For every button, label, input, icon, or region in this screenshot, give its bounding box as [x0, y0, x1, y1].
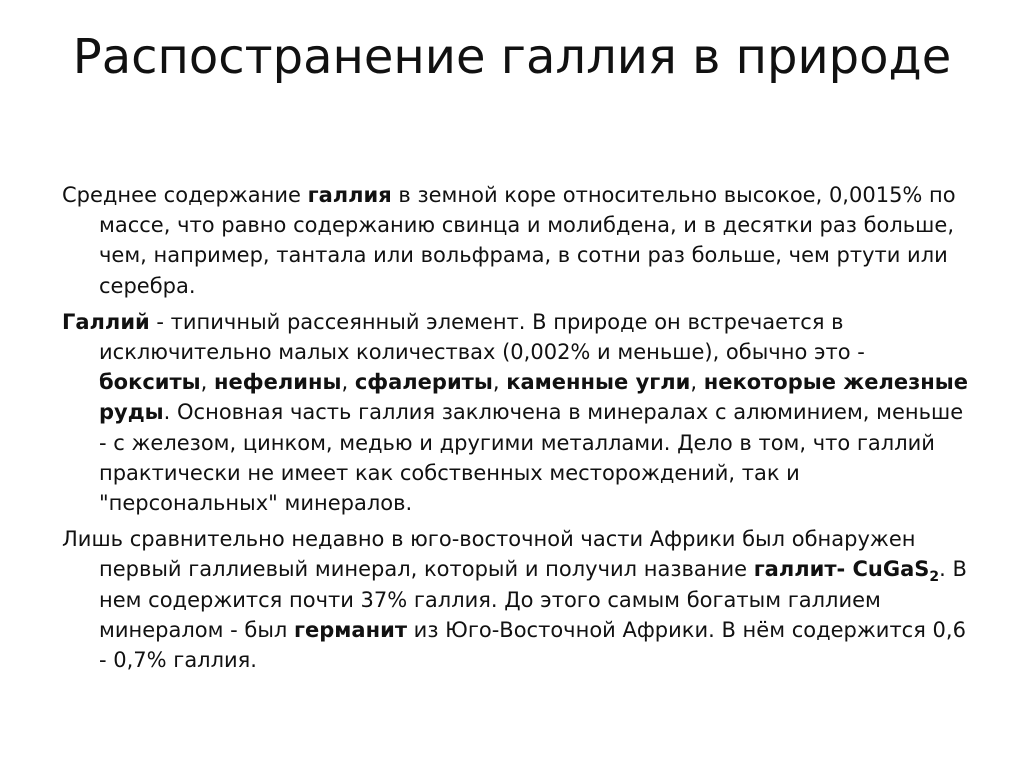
bold-term: каменные угли: [506, 370, 691, 395]
bold-term: нефелины: [214, 370, 342, 395]
text-run: ,: [690, 370, 704, 395]
bold-term: бокситы: [99, 370, 201, 395]
bold-term: галлия: [307, 183, 392, 207]
bold-term: Галлий: [62, 309, 150, 334]
text-run: Среднее содержание: [62, 183, 308, 207]
paragraph: [62, 524, 972, 675]
bold-term: некоторые железные руды: [99, 370, 969, 425]
slide-body: [62, 180, 972, 681]
text-run: из Юго-Восточной Африки. В нём содержится 0,6 - 0,7% галлия.: [99, 617, 966, 673]
bold-term: галлит- CuGaS: [753, 557, 930, 582]
text-run: в земной коре относительно высокое, 0,0015% по массе, что равно содержанию свинца и молибдена, и в десятки раз больше, чем, например, тантала или вольфрама, в сотни раз больше, чем ртути или серебра.: [99, 183, 956, 298]
text-run: ,: [492, 370, 507, 395]
text-run: . Основная часть галлия заключена в минералах с алюминием, меньше - с железом, цинком, медью и другими металлами. Дело в том, что галлий практически не имеет как собственных месторождений, так и "персональных" минералов.: [99, 400, 964, 516]
bold-term: сфалериты: [354, 370, 493, 395]
text-run: ,: [200, 370, 215, 395]
slide-title: Распостранение галлия в природе: [72, 29, 952, 85]
text-run: ,: [341, 370, 355, 395]
text-run: - типичный рассеянный элемент. В природе он встречается в исключительно малых количествах (0,002% и меньше), обычно это -: [99, 309, 865, 365]
text-run: . В нем содержится почти 37% галлия. До этого самым богатым галлием минералом - был: [99, 557, 967, 642]
bold-term: германит: [294, 617, 407, 642]
text-run: Лишь сравнительно недавно в юго-восточной части Африки был обнаружен первый галлиевый минерал, который и получил название: [62, 527, 916, 582]
paragraph: [62, 180, 972, 301]
bold-term: 2: [929, 569, 940, 586]
paragraph: [62, 307, 972, 518]
